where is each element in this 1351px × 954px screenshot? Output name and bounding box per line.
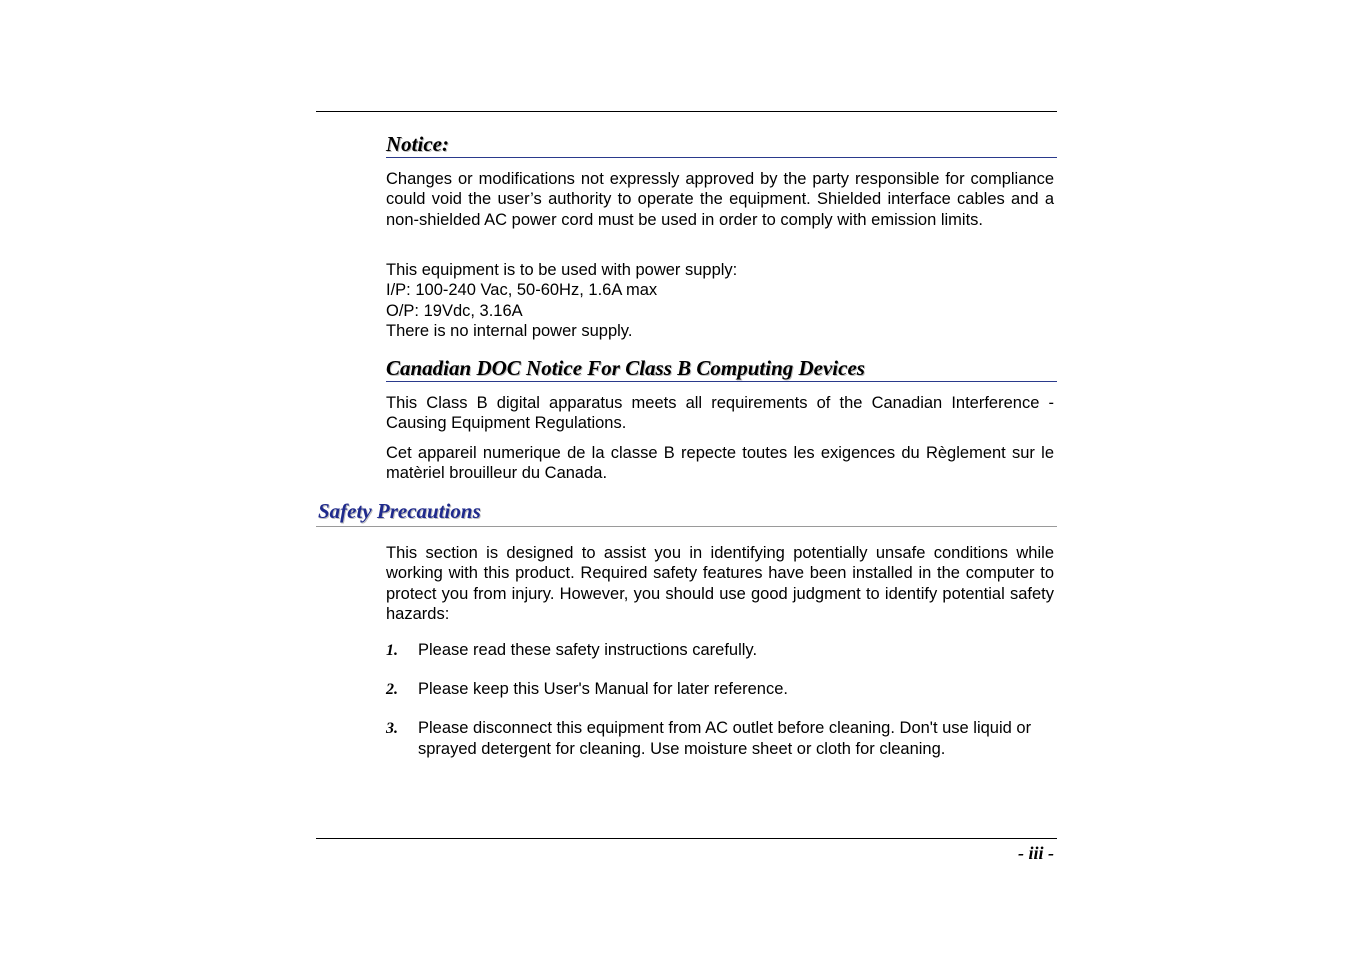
power-input-line: I/P: 100-240 Vac, 50-60Hz, 1.6A max [386,281,658,300]
canadian-paragraph-en: This Class B digital apparatus meets all requirements of the Canadian Interference - Causing Equipment Regulations. [386,394,1054,433]
safety-precautions-heading [316,499,1057,527]
list-item-text: Please disconnect this equipment from AC outlet before cleaning. Don't use liquid or sprayed detergent for cleaning. Use moisture sheet or cloth for cleaning. [418,719,1032,758]
power-output-line: O/P: 19Vdc, 3.16A [386,301,523,320]
list-item-number: 1. [386,642,398,659]
power-supply-line: This equipment is to be used with power supply: [386,261,738,279]
canadian-paragraph-fr: Cet appareil numerique de la classe B repecte toutes les exigences du Règlement sur le matèriel brouilleur du Canada. [386,444,1054,483]
list-item-text: Please keep this User's Manual for later reference. [418,680,788,698]
internal-supply-line: There is no internal power supply. [386,322,633,341]
list-item-text: Please read these safety instructions carefully. [418,641,758,659]
safety-precautions-title: Safety Precautions [318,499,481,523]
safety-intro-paragraph: This section is designed to assist you in identifying potentially unsafe conditions while working with this product. Required safety features have been installed in the computer to protect you from injury. However, you should use good judgment to identify potential safety hazards: [386,544,1054,624]
footer-rule [316,838,1057,839]
list-item-number: 3. [386,720,398,737]
notice-heading: Notice: [386,132,1057,158]
list-item-number: 2. [386,681,398,698]
header-rule [316,111,1057,112]
power-supply-block [386,260,1054,342]
page-number: - iii - [1018,843,1054,863]
notice-paragraph: Changes or modifications not expressly approved by the party responsible for compliance could void the user’s authority to operate the equipment. Shielded interface cables and a non-shielded AC power cord must be used in order to comply with emission limits. [386,170,1054,229]
canadian-doc-heading: Canadian DOC Notice For Class B Computing Devices [386,356,1057,382]
